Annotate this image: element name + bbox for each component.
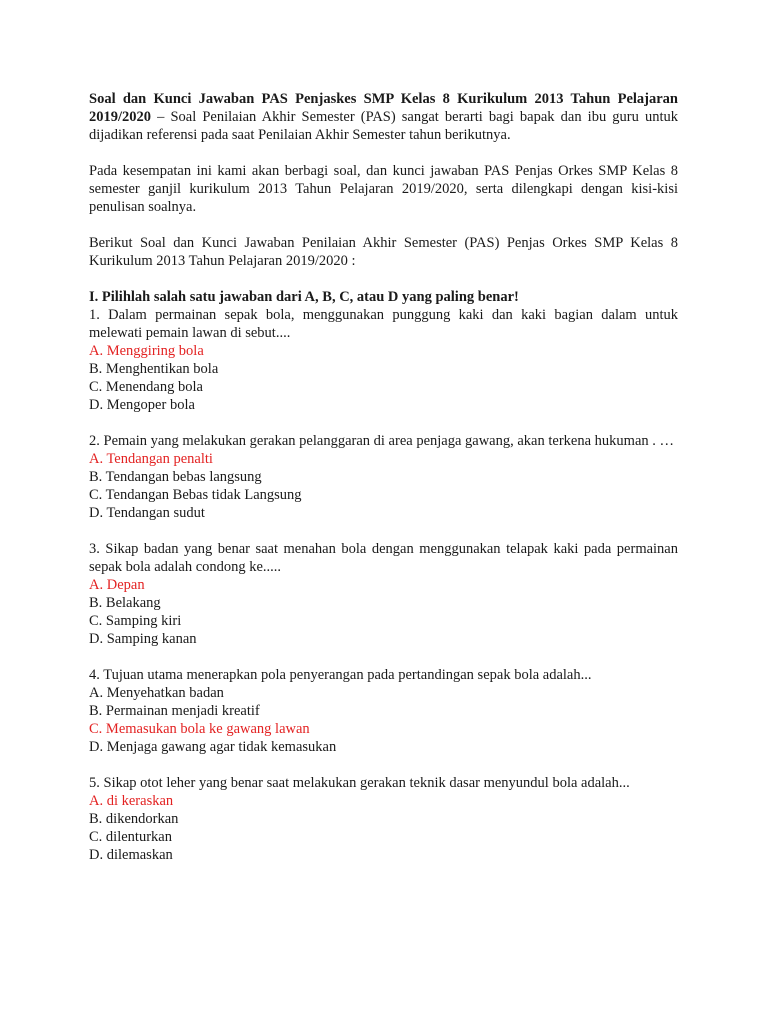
intro-paragraph [89,90,678,144]
question-5 [89,774,678,864]
option-d: D. dilemaskan [89,847,173,863]
option-c: C. Samping kiri [89,613,182,629]
option-b: B. Permainan menjadi kreatif [89,703,260,719]
option-c: C. Menendang bola [89,379,203,395]
question-text: 4. Tujuan utama menerapkan pola penyerangan pada pertandingan sepak bola adalah... [89,667,592,683]
document-page [89,90,678,882]
option-b: B. Tendangan bebas langsung [89,469,262,485]
option-b: B. Belakang [89,595,161,611]
section-title: I. Pilihlah salah satu jawaban dari A, B, C, atau D yang paling benar! [89,289,519,305]
option-c: C. dilenturkan [89,829,172,845]
option-a-correct: A. Menggiring bola [89,343,204,359]
option-a-correct: A. Tendangan penalti [89,451,213,467]
question-1 [89,306,678,414]
question-2 [89,432,678,522]
question-text: 3. Sikap badan yang benar saat menahan bola dengan menggunakan telapak kaki pada permainan sepak bola adalah condong ke..... [89,541,678,575]
question-4 [89,666,678,756]
question-text: 2. Pemain yang melakukan gerakan pelanggaran di area penjaga gawang, akan terkena hukuman . … [89,433,674,449]
question-text: 5. Sikap otot leher yang benar saat melakukan gerakan teknik dasar menyundul bola adalah... [89,775,630,791]
option-c: C. Tendangan Bebas tidak Langsung [89,487,302,503]
option-a-correct: A. di keraskan [89,793,174,809]
question-text: 1. Dalam permainan sepak bola, menggunakan punggung kaki dan kaki bagian dalam untuk melewati pemain lawan di sebut.... [89,307,678,341]
intro-paragraph-2: Pada kesempatan ini kami akan berbagi soal, dan kunci jawaban PAS Penjas Orkes SMP Kelas 8 semester ganjil kurikulum 2013 Tahun Pelajaran 2019/2020, serta dilengkapi dengan kisi-kisi penulisan soalnya. [89,163,678,215]
option-a-correct: A. Depan [89,577,145,593]
option-d: D. Menjaga gawang agar tidak kemasukan [89,739,337,755]
option-a: A. Menyehatkan badan [89,685,224,701]
option-b: B. dikendorkan [89,811,179,827]
intro-paragraph-3: Berikut Soal dan Kunci Jawaban Penilaian Akhir Semester (PAS) Penjas Orkes SMP Kelas 8 Kurikulum 2013 Tahun Pelajaran 2019/2020 : [89,235,678,269]
option-b: B. Menghentikan bola [89,361,219,377]
question-3 [89,540,678,648]
intro-title: Soal dan Kunci Jawaban PAS Penjaskes SMP Kelas 8 Kurikulum 2013 Tahun Pelajaran 2019/2020 [89,91,678,125]
intro-title-rest: – Soal Penilaian Akhir Semester (PAS) sangat berarti bagi bapak dan ibu guru untuk dijadikan referensi pada saat Penilaian Akhir Semester tahun berikutnya. [89,109,678,143]
option-d: D. Mengoper bola [89,397,195,413]
option-d: D. Tendangan sudut [89,505,205,521]
option-c-correct: C. Memasukan bola ke gawang lawan [89,721,310,737]
option-d: D. Samping kanan [89,631,197,647]
